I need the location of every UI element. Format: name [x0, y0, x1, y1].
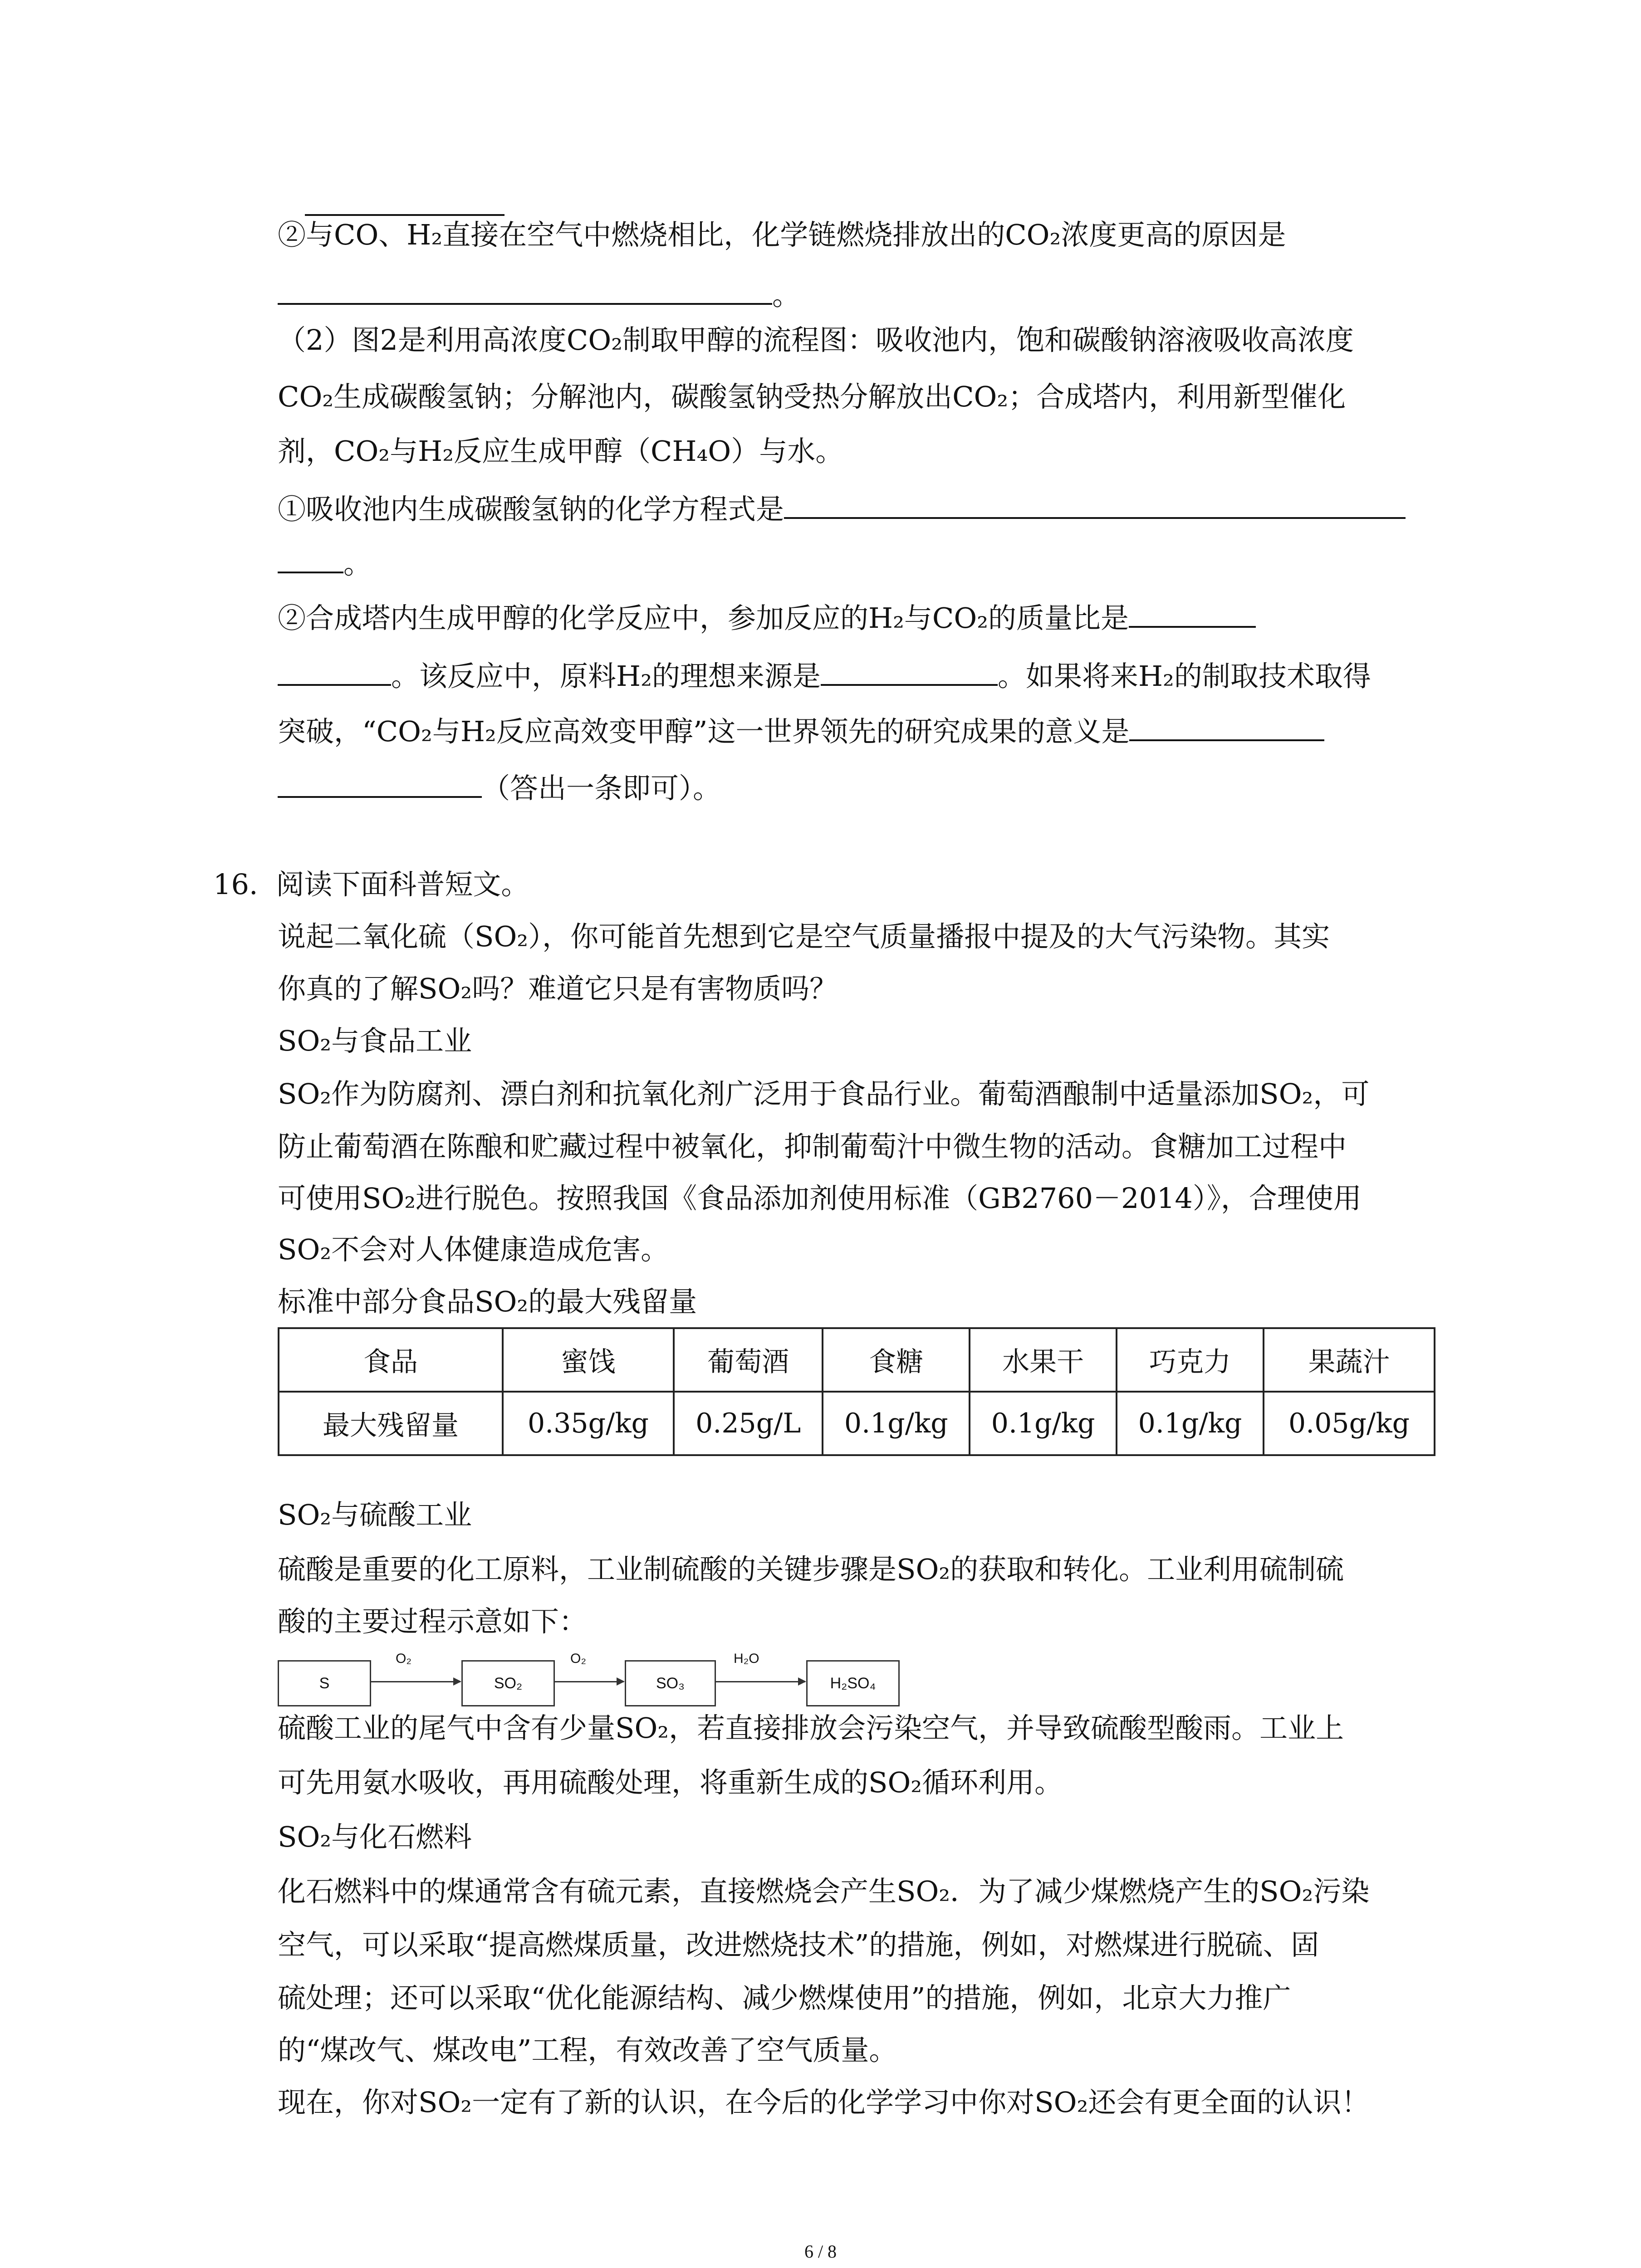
q15-part2-line-1: （2）图2是利用高浓度CO₂制取甲醇的流程图：吸收池内，饱和碳酸钠溶液吸收高浓度	[278, 323, 1354, 357]
q15-sub2-line: ②与CO、H₂直接在空气中燃烧相比，化学链燃烧排放出的CO₂浓度更高的原因是	[278, 218, 1286, 251]
process-box: H₂SO₄	[806, 1660, 900, 1706]
answer-blank[interactable]	[821, 657, 998, 686]
process-arrow	[370, 1681, 460, 1682]
table-cell: 0.25g/L	[674, 1392, 823, 1455]
arrow-label: H₂O	[734, 1651, 759, 1666]
process-box: SO₃	[625, 1660, 716, 1706]
table-cell: 0.1g/kg	[970, 1392, 1117, 1455]
question-number: 16.	[213, 868, 258, 901]
table-cell: 0.35g/kg	[503, 1392, 674, 1455]
q16-p4-line-2: 可先用氨水吸收，再用硫酸处理，将重新生成的SO₂循环利用。	[278, 1766, 1063, 1799]
process-box: SO₂	[461, 1660, 555, 1706]
table-cell: 最大残留量	[279, 1392, 503, 1455]
table-cell: 巧克力	[1117, 1328, 1264, 1392]
q16-p5-line-4: 的“煤改气、煤改电”工程，有效改善了空气质量。	[278, 2033, 897, 2067]
answer-blank[interactable]	[1129, 599, 1256, 628]
q16-p5-line-3: 硫处理；还可以采取“优化能源结构、减少燃煤使用”的措施，例如，北京大力推广	[278, 1981, 1291, 2014]
q16-p2-line-4: SO₂不会对人体健康造成危害。	[278, 1233, 669, 1266]
q16-p4-line-1: 硫酸工业的尾气中含有少量SO₂，若直接排放会污染空气，并导致硫酸型酸雨。工业上	[278, 1711, 1344, 1745]
process-arrow	[715, 1681, 805, 1682]
table-cell: 0.1g/kg	[823, 1392, 970, 1455]
table-cell: 食品	[279, 1328, 503, 1392]
q16-p3-line-2: 酸的主要过程示意如下：	[278, 1605, 588, 1638]
q16-p3-line-1: 硫酸是重要的化工原料，工业制硫酸的关键步骤是SO₂的获取和转化。工业利用硫制硫	[278, 1553, 1344, 1586]
answer-blank[interactable]	[784, 490, 1406, 519]
answer-blank[interactable]	[278, 276, 772, 305]
q15-part2-line-2: CO₂生成碳酸氢钠；分解池内，碳酸氢钠受热分解放出CO₂；合成塔内，利用新型催化	[278, 380, 1346, 413]
residue-table	[278, 1327, 1435, 1456]
answer-blank[interactable]	[278, 657, 391, 686]
q16-header	[213, 866, 529, 903]
q16-p2-line-2: 防止葡萄酒在陈酿和贮藏过程中被氧化，抑制葡萄汁中微生物的活动。食糖加工过程中	[278, 1130, 1347, 1163]
page-number: 6 / 8	[804, 2241, 837, 2262]
q15-sub2-answer-line: 。	[278, 276, 800, 313]
q16-p2-line-3: 可使用SO₂进行脱色。按照我国《食品添加剂使用标准（GB2760－2014）》，合理使用	[278, 1182, 1362, 1215]
q15-sub2b-line: 。该反应中，原料H₂的理想来源是 。如果将来H₂的制取技术取得	[278, 657, 1371, 694]
table-row	[279, 1392, 1435, 1455]
answer-blank[interactable]	[305, 187, 505, 216]
process-arrow	[554, 1681, 624, 1682]
question-intro: 阅读下面科普短文。	[276, 868, 529, 901]
table-cell: 食糖	[823, 1328, 970, 1392]
table-cell: 0.05g/kg	[1264, 1392, 1435, 1455]
section-heading-fossil: SO₂与化石燃料	[278, 1820, 472, 1853]
table-caption: 标准中部分食品SO₂的最大残留量	[278, 1285, 697, 1318]
process-box: S	[278, 1660, 371, 1706]
q15-sub2d-line: （答出一条即可）。	[278, 769, 721, 807]
answer-blank[interactable]	[278, 769, 482, 798]
q16-p1-line-2: 你真的了解SO₂吗？难道它只是有害物质吗？	[278, 972, 838, 1005]
q15-sub2c-line: 突破，“CO₂与H₂反应高效变甲醇”这一世界领先的研究成果的意义是	[278, 712, 1324, 750]
q16-p6-line: 现在，你对SO₂一定有了新的认识，在今后的化学学习中你对SO₂还会有更全面的认识！	[278, 2086, 1370, 2119]
table-cell: 0.1g/kg	[1117, 1392, 1264, 1455]
section-heading-food: SO₂与食品工业	[278, 1024, 472, 1057]
q16-p5-line-2: 空气，可以采取“提高燃煤质量，改进燃烧技术”的措施，例如，对燃煤进行脱硫、固	[278, 1928, 1319, 1961]
q16-p5-line-1: 化石燃料中的煤通常含有硫元素，直接燃烧会产生SO₂．为了减少煤燃烧产生的SO₂污染	[278, 1875, 1370, 1908]
q15-sub1-line: ①吸收池内生成碳酸氢钠的化学方程式是	[278, 490, 1406, 528]
answer-blank[interactable]	[1129, 712, 1324, 741]
q15-sub1-line-end: 。	[278, 544, 372, 582]
q15-part2-line-3: 剂，CO₂与H₂反应生成甲醇（CH₄O）与水。	[278, 435, 844, 468]
q16-p2-line-1: SO₂作为防腐剂、漂白剂和抗氧化剂广泛用于食品行业。葡萄酒酿制中适量添加SO₂，可	[278, 1077, 1370, 1110]
table-cell: 果蔬汁	[1264, 1328, 1435, 1392]
section-heading-sulfuric: SO₂与硫酸工业	[278, 1498, 472, 1531]
q16-p1-line-1: 说起二氧化硫（SO₂），你可能首先想到它是空气质量播报中提及的大气污染物。其实	[278, 920, 1330, 953]
arrow-label: O₂	[396, 1651, 411, 1666]
sulfuric-acid-process-diagram	[278, 1651, 913, 1710]
answer-blank[interactable]	[278, 544, 343, 573]
q15-sub2a-line: ②合成塔内生成甲醇的化学反应中，参加反应的H₂与CO₂的质量比是	[278, 599, 1256, 636]
table-cell: 葡萄酒	[674, 1328, 823, 1392]
arrow-label: O₂	[570, 1651, 586, 1666]
table-header-row	[279, 1328, 1435, 1392]
table-cell: 蜜饯	[503, 1328, 674, 1392]
table-cell: 水果干	[970, 1328, 1117, 1392]
